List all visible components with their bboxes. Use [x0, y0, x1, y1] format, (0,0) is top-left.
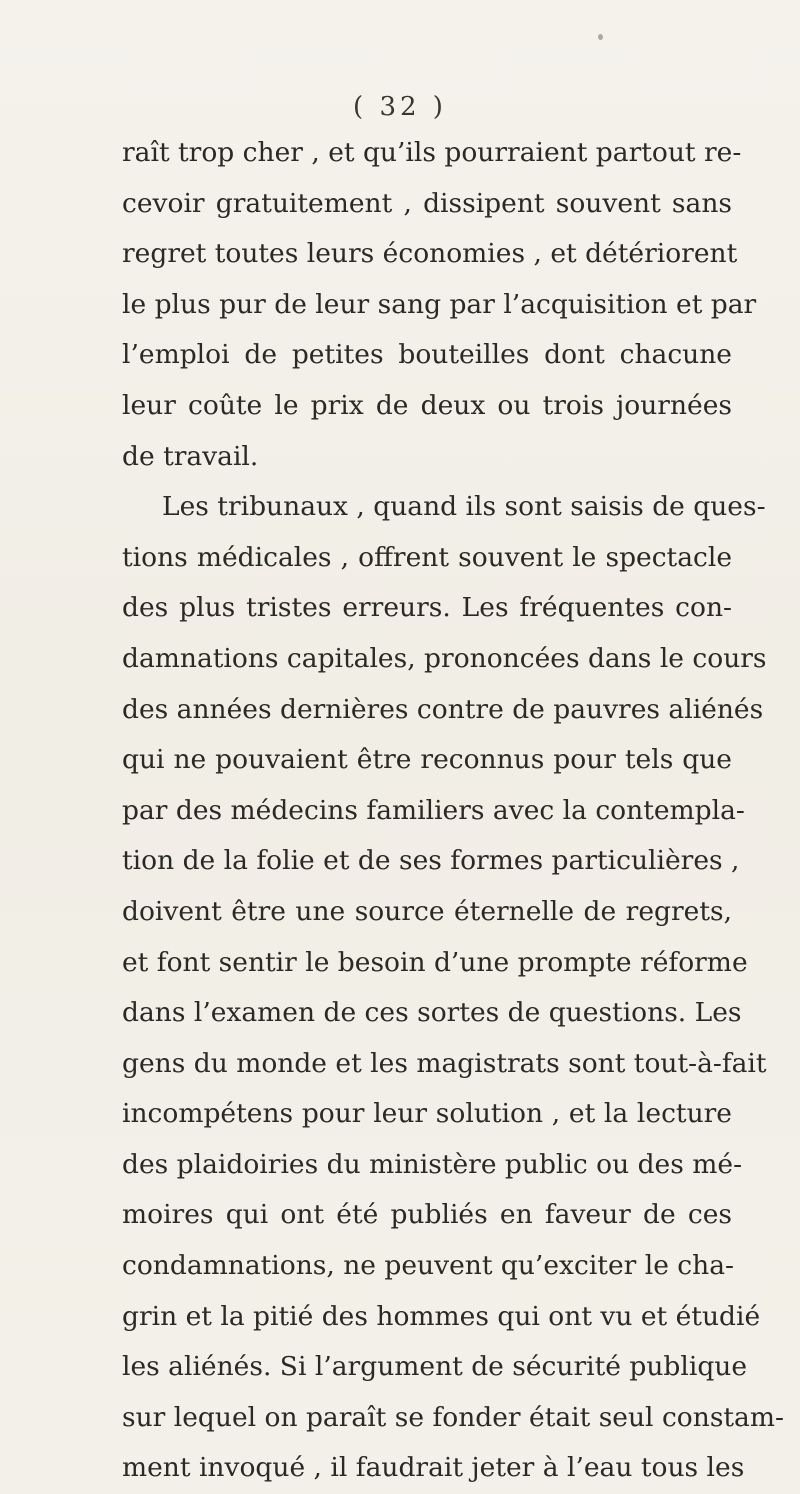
text-line: des plus tristes erreurs. Les fréquentes con-: [122, 592, 732, 624]
text-line: incompétens pour leur solution , et la lecture: [122, 1098, 732, 1130]
text-line: regret toutes leurs économies , et détériorent: [122, 238, 738, 270]
text-line: dans l’examen de ces sortes de questions. Les: [122, 997, 742, 1029]
text-line: des années dernières contre de pauvres aliénés: [122, 693, 764, 725]
text-line: les aliénés. Si l’argument de sécurité publique: [122, 1351, 748, 1383]
text-line: ment invoqué , il faudrait jeter à l’eau tous les: [122, 1452, 745, 1484]
text-line: sur lequel on paraît se fonder était seul constam-: [122, 1401, 784, 1433]
text-line: l’emploi de petites bouteilles dont chacune: [122, 339, 732, 371]
text-line: condamnations, ne peuvent qu’exciter le cha-: [122, 1250, 734, 1282]
body-text: [122, 128, 784, 1494]
ink-speck: [598, 34, 603, 40]
text-line: gens du monde et les magistrats sont tout-à-fait: [122, 1047, 767, 1079]
text-line: doivent être une source éternelle de regrets,: [122, 895, 732, 927]
text-line: qui ne pouvaient être reconnus pour tels que: [122, 744, 732, 776]
text-line: le plus pur de leur sang par l’acquisition et par: [122, 288, 757, 320]
text-line: Les tribunaux , quand ils sont saisis de ques-: [162, 491, 766, 523]
text-line: de travail.: [122, 440, 259, 472]
page-number: ( 32 ): [353, 92, 447, 122]
text-line: tions médicales , offrent souvent le spectacle: [122, 541, 732, 573]
text-line: leur coûte le prix de deux ou trois journées: [122, 389, 732, 421]
text-line: et font sentir le besoin d’une prompte réforme: [122, 946, 748, 978]
text-line: damnations capitales, prononcées dans le cours: [122, 642, 767, 674]
text-line: raît trop cher , et qu’ils pourraient partout re-: [122, 137, 742, 168]
text-line: par des médecins familiers avec la contempla-: [122, 794, 745, 826]
text-line: des plaidoiries du ministère public ou des mé-: [122, 1148, 743, 1180]
text-line: cevoir gratuitement , dissipent souvent sans: [122, 187, 732, 219]
text-line: grin et la pitié des hommes qui ont vu et étudié: [122, 1300, 761, 1332]
text-line: moires qui ont été publiés en faveur de ces: [122, 1199, 732, 1231]
text-line: tion de la folie et de ses formes particulières ,: [122, 845, 740, 877]
